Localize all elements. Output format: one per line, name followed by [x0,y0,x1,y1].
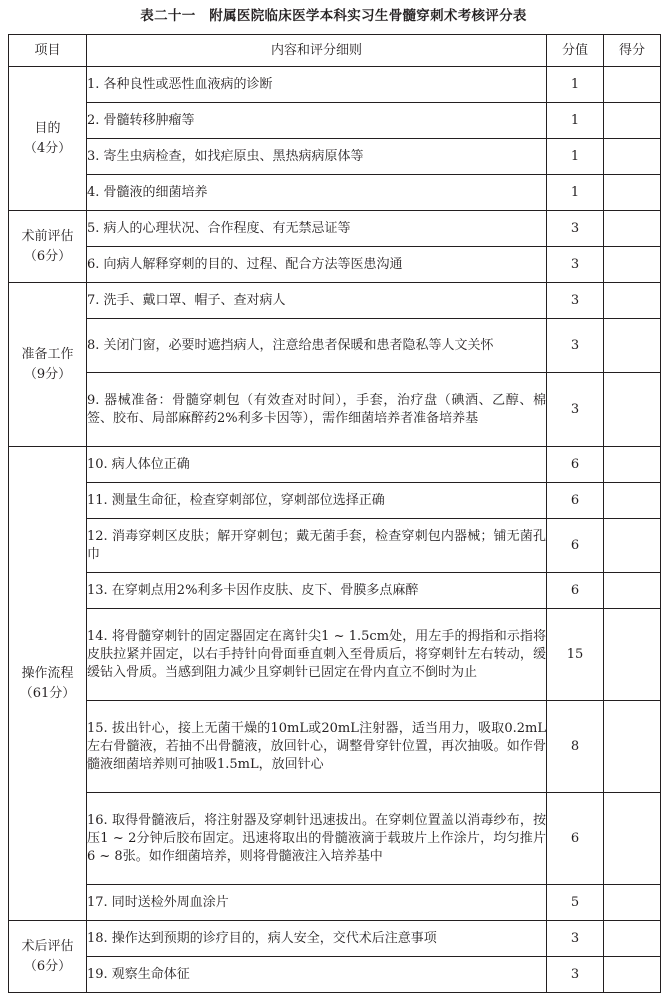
section-cell-prep [9,283,87,447]
row-content: 17. 同时送检外周血涂片 [87,885,547,921]
row-points: 1 [547,67,604,103]
section-name: 准备工作 [21,346,74,362]
row-points: 3 [547,373,604,447]
row-content: 16. 取得骨髓液后，将注射器及穿刺针迅速拔出。在穿刺位置盖以消毒纱布，按压1 ~ 2分钟后胶布固定。迅速将取出的骨髓液滴于载玻片上作涂片，均匀推片6 ~ 8张。如作细菌培养，则将骨髓液注入培养基中 [87,793,547,885]
row-content: 1. 各种良性或恶性血液病的诊断 [87,67,547,103]
row-points: 5 [547,885,604,921]
page-title: 表二十一 附属医院临床医学本科实习生骨髓穿刺术考核评分表 [140,8,527,24]
table-row [9,447,661,483]
table-row [9,283,661,319]
row-points: 3 [547,247,604,283]
score-cell[interactable] [604,103,661,139]
score-cell[interactable] [604,573,661,609]
section-name: 术后评估 [21,938,74,954]
section-total: （6分） [23,248,72,264]
section-total: （6分） [23,958,72,974]
row-points: 8 [547,701,604,793]
row-content: 10. 病人体位正确 [87,447,547,483]
header-content: 内容和评分细则 [87,35,547,67]
score-cell[interactable] [604,175,661,211]
row-content: 9. 器械准备：骨髓穿刺包（有效查对时间），手套，治疗盘（碘酒、乙醇、棉签、胶布、局部麻醉药2%利多卡因等），需作细菌培养者准备培养基 [87,373,547,447]
row-points: 3 [547,957,604,993]
score-cell[interactable] [604,701,661,793]
row-points: 6 [547,447,604,483]
table-row [9,519,661,573]
table-row [9,319,661,373]
table-row [9,483,661,519]
score-cell[interactable] [604,519,661,573]
score-cell[interactable] [604,283,661,319]
row-points: 6 [547,483,604,519]
table-row [9,957,661,993]
score-cell[interactable] [604,247,661,283]
score-cell[interactable] [604,609,661,701]
table-row [9,885,661,921]
header-item: 项目 [9,35,87,67]
table-row [9,921,661,957]
score-cell[interactable] [604,447,661,483]
score-cell[interactable] [604,319,661,373]
section-name: 目的 [34,120,61,136]
header-points: 分值 [547,35,604,67]
score-cell[interactable] [604,921,661,957]
row-points: 6 [547,573,604,609]
score-cell[interactable] [604,483,661,519]
score-cell[interactable] [604,957,661,993]
row-content: 13. 在穿刺点用2%利多卡因作皮肤、皮下、骨膜多点麻醉 [87,573,547,609]
row-content: 11. 测量生命征，检查穿刺部位，穿刺部位选择正确 [87,483,547,519]
section-cell-procedure [9,447,87,921]
table-row [9,67,661,103]
table-row [9,175,661,211]
section-cell-purpose [9,67,87,211]
row-points: 3 [547,319,604,373]
row-points: 1 [547,139,604,175]
score-cell[interactable] [604,67,661,103]
score-cell[interactable] [604,139,661,175]
section-total: （4分） [23,140,72,156]
row-points: 3 [547,283,604,319]
section-cell-postop [9,921,87,993]
score-cell[interactable] [604,885,661,921]
section-cell-preop [9,211,87,283]
row-points: 1 [547,103,604,139]
row-content: 6. 向病人解释穿刺的目的、过程、配合方法等医患沟通 [87,247,547,283]
section-name: 操作流程 [21,665,74,681]
row-content: 14. 将骨髓穿刺针的固定器固定在离针尖1 ~ 1.5cm处，用左手的拇指和示指将皮肤拉紧并固定，以右手持针向骨面垂直刺入至骨质后，将穿刺针左右转动，缓缓钻入骨质。当感到阻力减少且穿刺针已固定在骨内直立不倒时为止 [87,609,547,701]
table-row [9,139,661,175]
row-content: 8. 关闭门窗，必要时遮挡病人，注意给患者保暖和患者隐私等人文关怀 [87,319,547,373]
header-row [9,35,661,67]
row-content: 3. 寄生虫病检查，如找疟原虫、黑热病病原体等 [87,139,547,175]
row-points: 3 [547,921,604,957]
row-content: 5. 病人的心理状况、合作程度、有无禁忌证等 [87,211,547,247]
table-row [9,211,661,247]
row-content: 19. 观察生命体征 [87,957,547,993]
row-points: 6 [547,793,604,885]
table-row [9,373,661,447]
table-row [9,793,661,885]
row-content: 15. 拔出针心，接上无菌干燥的10mL或20mL注射器，适当用力，吸取0.2mL左右骨髓液，若抽不出骨髓液，放回针心，调整骨穿针位置，再次抽吸。如作骨髓液细菌培养则可抽吸1.5mL，放回针心 [87,701,547,793]
row-content: 7. 洗手、戴口罩、帽子、查对病人 [87,283,547,319]
row-points: 1 [547,175,604,211]
score-cell[interactable] [604,373,661,447]
header-score: 得分 [604,35,661,67]
score-cell[interactable] [604,211,661,247]
row-points: 3 [547,211,604,247]
score-cell[interactable] [604,793,661,885]
table-row [9,103,661,139]
table-row [9,573,661,609]
row-points: 15 [547,609,604,701]
row-content: 12. 消毒穿刺区皮肤；解开穿刺包；戴无菌手套，检查穿刺包内器械；铺无菌孔巾 [87,519,547,573]
table-row [9,247,661,283]
section-name: 术前评估 [21,228,74,244]
row-content: 4. 骨髓液的细菌培养 [87,175,547,211]
row-content: 18. 操作达到预期的诊疗目的，病人安全，交代术后注意事项 [87,921,547,957]
section-total: （61分） [19,685,76,701]
row-points: 6 [547,519,604,573]
row-content: 2. 骨髓转移肿瘤等 [87,103,547,139]
table-row [9,701,661,793]
table-row [9,609,661,701]
section-total: （9分） [23,366,72,382]
score-table [8,34,661,993]
